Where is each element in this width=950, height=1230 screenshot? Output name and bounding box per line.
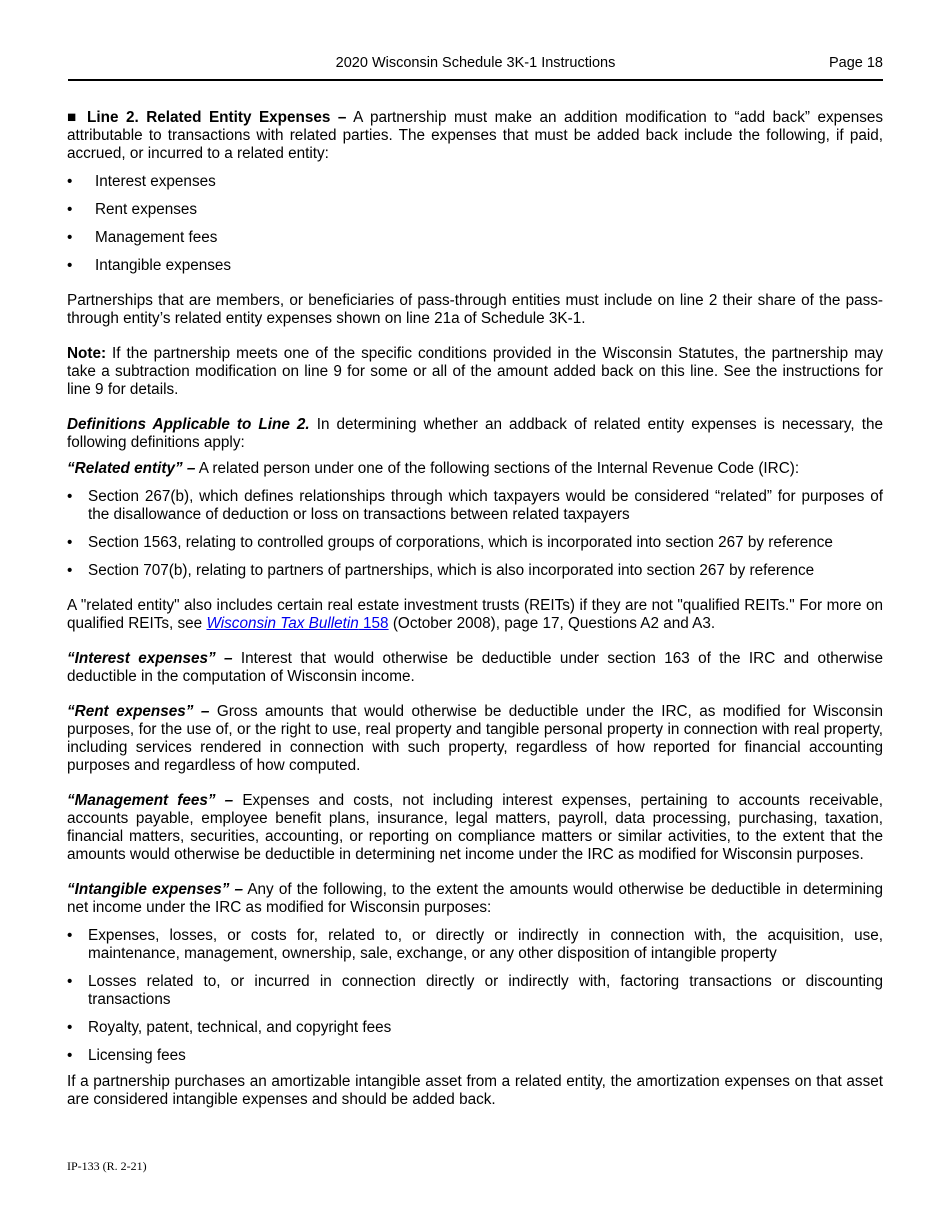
- reit-text-pre: A "related entity" also includes certain real estate investment trusts (REITs) if they are not "qualified REITs." For more on qualified REITs, see: [67, 597, 883, 632]
- square-bullet-icon: ■: [67, 109, 80, 126]
- management-fees-text: Expenses and costs, not including interest expenses, pertaining to accounts receivable, accounts payable, employee benefit plans, insurance, legal matters, payroll, data processing, purchasing, taxation, financial matters, securities, accounting, or reporting on compliance matters or similar activities, to the extent that the amounts would otherwise be deductible in determining net income under the IRC as modified for Wisconsin purposes.: [67, 792, 883, 863]
- reit-text-post: (October 2008), page 17, Questions A2 and A3.: [388, 615, 716, 632]
- list-item: • Royalty, patent, technical, and copyright fees: [67, 1019, 883, 1037]
- intangible-expenses-definition: [67, 881, 883, 917]
- list-item: • Expenses, losses, or costs for, related to, or directly or indirectly in connection with, the acquisition, use, maintenance, management, ownership, sale, exchange, or any other disposition of intangible property: [67, 927, 883, 963]
- interest-expenses-text: Interest that would otherwise be deductible under section 163 of the IRC and otherwise deductible in the computation of Wisconsin income.: [67, 650, 883, 685]
- related-entity-list: [67, 488, 883, 580]
- intangible-expenses-list: [67, 927, 883, 1065]
- amortization-paragraph: If a partnership purchases an amortizable intangible asset from a related entity, the amortization expenses on that asset are considered intangible expenses and should be added back.: [67, 1073, 883, 1108]
- page-header: [68, 55, 883, 81]
- intangible-expenses-term: “Intangible expenses” –: [67, 881, 244, 898]
- management-fees-definition: [67, 792, 883, 864]
- related-entity-definition: [67, 460, 883, 478]
- list-item: • Licensing fees: [67, 1047, 883, 1065]
- list-item: • Section 267(b), which defines relationships through which taxpayers would be considered “related” for purposes of the disallowance of deduction or loss on transactions between related taxpayers: [67, 488, 883, 524]
- rent-expenses-definition: [67, 703, 883, 775]
- tax-bulletin-link[interactable]: [206, 615, 388, 632]
- page-number: Page 18: [828, 55, 883, 71]
- rent-expenses-text: Gross amounts that would otherwise be deductible under the IRC, as modified for Wisconsin purposes, for the use of, or the right to use, real property and tangible personal property in connection with real property, including services rendered in connection with such property, regardless of how reported for financial accounting purposes and regardless of how computed.: [67, 703, 884, 774]
- definitions-intro: [67, 416, 883, 452]
- tax-bulletin-link-title: Wisconsin Tax Bulletin: [206, 615, 359, 632]
- related-entity-text: A related person under one of the following sections of the Internal Revenue Code (IRC):: [195, 460, 800, 477]
- line2-heading: Line 2. Related Entity Expenses –: [87, 109, 347, 126]
- note-label: Note:: [67, 345, 107, 362]
- list-item: • Intangible expenses: [67, 257, 883, 275]
- reit-paragraph: [67, 597, 883, 633]
- page-content: [67, 109, 883, 1109]
- document-title: 2020 Wisconsin Schedule 3K-1 Instructions: [335, 55, 616, 71]
- list-item: • Section 707(b), relating to partners of partnerships, which is also incorporated into section 267 by reference: [67, 562, 883, 580]
- related-entity-term: “Related entity” –: [67, 460, 196, 477]
- management-fees-term: “Management fees” –: [67, 792, 234, 809]
- list-item: • Losses related to, or incurred in connection directly or indirectly with, factoring transactions or discounting transactions: [67, 973, 883, 1009]
- list-item: • Section 1563, relating to controlled groups of corporations, which is incorporated into section 267 by reference: [67, 534, 883, 552]
- interest-expenses-term: “Interest expenses” –: [67, 650, 233, 667]
- list-item: • Interest expenses: [67, 173, 883, 191]
- note-paragraph: [67, 345, 883, 399]
- line2-intro: [67, 109, 883, 163]
- line2-expense-list: [67, 173, 883, 275]
- form-identifier: IP-133 (R. 2-21): [67, 1159, 147, 1173]
- list-item: • Management fees: [67, 229, 883, 247]
- members-paragraph: Partnerships that are members, or beneficiaries of pass-through entities must include on line 2 their share of the pass-through entity’s related entity expenses shown on line 21a of Schedule 3K-1.: [67, 292, 883, 327]
- tax-bulletin-link-number: 158: [358, 615, 389, 632]
- definitions-intro-text: In determining whether an addback of related entity expenses is necessary, the following definitions apply:: [67, 416, 883, 451]
- rent-expenses-term: “Rent expenses” –: [67, 703, 210, 720]
- intangible-expenses-text: Any of the following, to the extent the amounts would otherwise be deductible in determining net income under the IRC as modified for Wisconsin purposes:: [67, 881, 883, 916]
- definitions-heading: Definitions Applicable to Line 2.: [67, 416, 310, 433]
- note-text: If the partnership meets one of the specific conditions provided in the Wisconsin Statutes, the partnership may take a subtraction modification on line 9 for some or all of the amount added back on this line. See the instructions for line 9 for details.: [67, 345, 883, 398]
- interest-expenses-definition: [67, 650, 883, 686]
- line2-intro-text: A partnership must make an addition modification to “add back” expenses attributable to transactions with related parties. The expenses that must be added back include the following, if paid, accrued, or incurred to a related entity:: [67, 109, 884, 162]
- list-item: • Rent expenses: [67, 201, 883, 219]
